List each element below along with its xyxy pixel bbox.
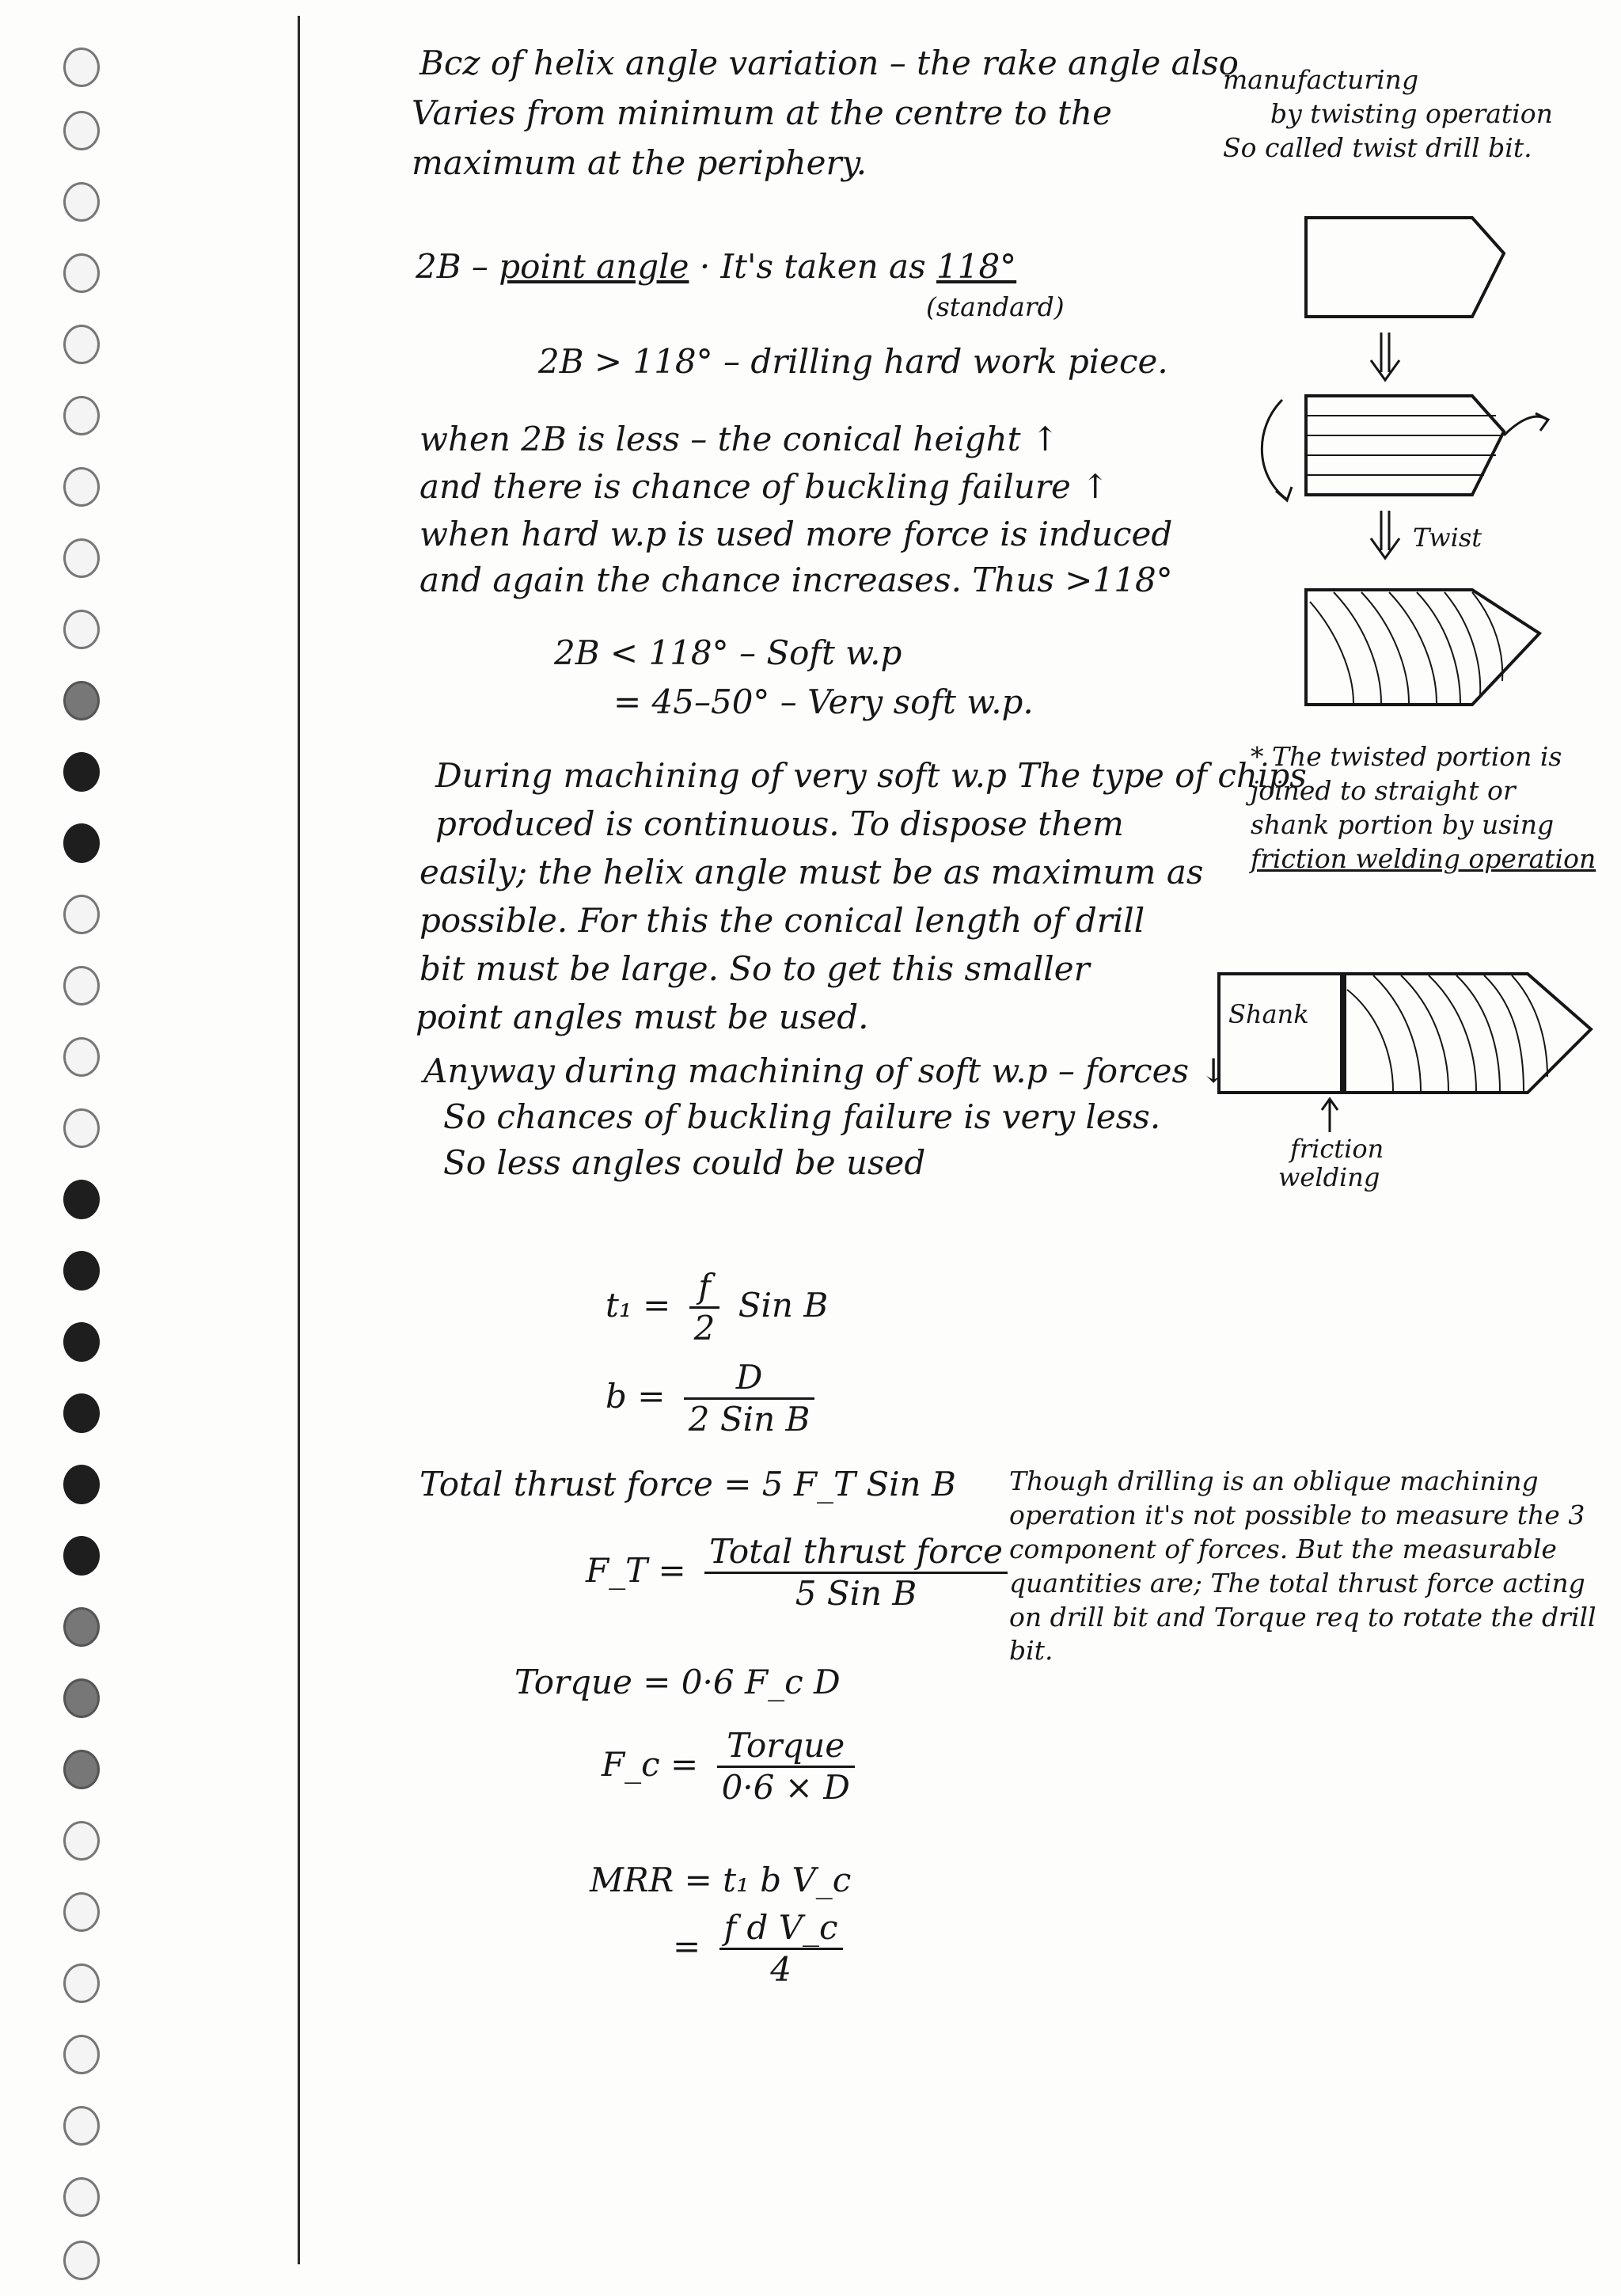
formula-ft-lhs: F_T = — [586, 1550, 686, 1590]
binding-hole — [63, 752, 100, 792]
anyway-line-1: Anyway during machining of soft w.p – forces ↓ — [423, 1051, 1228, 1090]
during-line-6: point angles must be used. — [416, 998, 869, 1036]
margin-line — [298, 16, 300, 2264]
formula-b-fraction — [684, 1358, 815, 1440]
when-line-4: and again the chance increases. Thus >118° — [419, 561, 1173, 599]
binding-hole — [63, 1678, 100, 1718]
formula-b — [606, 1358, 822, 1440]
when-line-2: and there is chance of buckling failure ↑ — [419, 467, 1110, 506]
formula-fc-fraction — [717, 1726, 855, 1808]
binding-hole — [63, 823, 100, 863]
flute-line — [1361, 592, 1409, 703]
during-line-3: easily; the helix angle must be as maximum as — [419, 853, 1204, 891]
formula-fc — [602, 1726, 863, 1808]
flute-line — [1429, 975, 1476, 1091]
binding-hole — [63, 1393, 100, 1433]
binding-hole — [63, 1750, 100, 1789]
flute-line — [1417, 592, 1460, 703]
formula-mrr-2-numerator: f d V_c — [719, 1908, 843, 1950]
binding-hole — [63, 1892, 100, 1932]
twist-arrow-left-head — [1276, 487, 1292, 500]
formula-b-numerator: D — [684, 1358, 815, 1400]
binding-hole — [63, 966, 100, 1005]
binding-hole — [63, 2106, 100, 2146]
formula-ft-numerator: Total thrust force — [704, 1532, 1008, 1574]
point-angle-value: 118° — [936, 247, 1017, 286]
joined-note-term: friction welding operation — [1251, 842, 1596, 874]
during-line-2: produced is continuous. To dispose them — [435, 804, 1124, 843]
binding-holes — [47, 32, 119, 2296]
formula-total-thrust: Total thrust force = 5 F_T Sin B — [419, 1465, 956, 1503]
very-soft-rule: = 45–50° – Very soft w.p. — [613, 682, 1034, 721]
flute-line — [1401, 975, 1448, 1091]
rake-line-1: Bcz of helix angle variation – the rake angle also — [419, 44, 1239, 82]
binding-hole — [63, 2177, 100, 2217]
flute-line — [1456, 975, 1500, 1091]
binding-hole — [63, 467, 100, 507]
flute-line — [1512, 975, 1547, 1077]
formula-mrr-2-denominator: 4 — [770, 1950, 792, 1990]
striated-rod — [1306, 396, 1504, 495]
binding-hole — [63, 48, 100, 87]
formula-t1-fraction — [689, 1267, 720, 1349]
formula-ft — [586, 1532, 1015, 1614]
flute-line — [1334, 592, 1381, 703]
binding-hole — [63, 1180, 100, 1219]
twisted-rod — [1306, 590, 1539, 705]
formula-t1 — [606, 1267, 828, 1349]
manufacturing-line-1: manufacturing — [1223, 64, 1419, 95]
hard-rule: 2B > 118° – drilling hard work piece. — [538, 342, 1168, 381]
formula-torque: Torque = 0·6 F_c D — [514, 1663, 841, 1701]
point-angle-standard: (standard) — [926, 291, 1065, 322]
binding-hole — [63, 1607, 100, 1647]
formula-t1-rhs: Sin B — [738, 1285, 829, 1325]
manufacturing-note — [1223, 63, 1587, 165]
during-line-4: possible. For this the conical length of drill — [419, 901, 1145, 940]
binding-hole — [63, 1322, 100, 1362]
joined-note-text: * The twisted portion is joined to straight or shank portion by using — [1251, 741, 1562, 840]
point-angle-label: 2B – — [416, 247, 488, 286]
formula-mrr-2-lhs: = — [673, 1926, 701, 1966]
formula-ft-fraction — [704, 1532, 1008, 1614]
binding-hole — [63, 325, 100, 364]
binding-hole — [63, 253, 100, 293]
through-note: Though drilling is an oblique machining operation it's not possible to measure the 3 component of forces. But the measurable quantities are; The total thrust force acting on drill bit and Torque req to rotate the drill bit. — [1009, 1465, 1596, 1667]
binding-hole — [63, 1821, 100, 1861]
manufacturing-line-2: by twisting operation — [1270, 97, 1553, 129]
formula-fc-denominator: 0·6 × D — [721, 1768, 850, 1808]
binding-hole — [63, 1963, 100, 2003]
weld-label-1: friction — [1290, 1134, 1384, 1164]
binding-hole — [63, 895, 100, 934]
arrow-head-2 — [1371, 538, 1399, 558]
binding-hole — [63, 538, 100, 578]
formula-b-lhs: b = — [606, 1376, 666, 1416]
flute-line — [1484, 975, 1524, 1091]
formula-b-denominator: 2 Sin B — [688, 1400, 810, 1439]
binding-hole — [63, 182, 100, 222]
formula-fc-numerator: Torque — [717, 1726, 855, 1768]
twist-arrow-left — [1262, 400, 1286, 499]
formula-t1-numerator: f — [689, 1267, 720, 1309]
formula-mrr-2-fraction — [719, 1908, 843, 1990]
twist-label: Twist — [1413, 523, 1482, 553]
formula-mrr: MRR = t₁ b V_c — [590, 1861, 852, 1899]
shank-label: Shank — [1228, 999, 1309, 1029]
formula-t1-lhs: t₁ = — [606, 1285, 671, 1325]
joined-note — [1251, 740, 1599, 876]
binding-hole — [63, 1536, 100, 1576]
shank-weld-diagram — [1211, 966, 1607, 1196]
formula-t1-denominator: 2 — [693, 1309, 716, 1348]
during-line-1: During machining of very soft w.p The type of chips — [435, 756, 1307, 795]
shank-portion — [1219, 974, 1342, 1093]
formula-ft-denominator: 5 Sin B — [795, 1574, 917, 1614]
binding-hole — [63, 1465, 100, 1504]
formula-mrr-2 — [673, 1908, 851, 1990]
rake-line-3: maximum at the periphery. — [412, 143, 867, 182]
formula-fc-lhs: F_c = — [602, 1744, 699, 1784]
arrow-head-1 — [1371, 360, 1399, 380]
flute-line — [1347, 990, 1393, 1091]
binding-hole — [63, 681, 100, 720]
rake-line-2: Varies from minimum at the centre to the — [412, 93, 1112, 132]
binding-hole — [63, 610, 100, 649]
binding-hole — [63, 1108, 100, 1148]
binding-hole — [63, 1037, 100, 1077]
binding-hole — [63, 396, 100, 435]
point-angle-line — [416, 247, 1016, 287]
binding-hole — [63, 1251, 100, 1291]
during-line-5: bit must be large. So to get this smaller — [419, 949, 1090, 988]
when-line-1: when 2B is less – the conical height ↑ — [419, 420, 1060, 458]
soft-rule: 2B < 118° – Soft w.p — [554, 633, 902, 672]
binding-hole — [63, 111, 100, 150]
flute-line — [1310, 602, 1353, 703]
binding-hole — [63, 2241, 100, 2280]
flute-line — [1389, 592, 1437, 703]
anyway-line-3: So less angles could be used — [443, 1143, 926, 1182]
twist-drill-diagram — [1235, 206, 1599, 713]
anyway-line-2: So chances of buckling failure is very less. — [443, 1097, 1161, 1136]
blank-rod — [1306, 218, 1504, 317]
manufacturing-line-3: So called twist drill bit. — [1223, 131, 1532, 163]
when-line-3: when hard w.p is used more force is induced — [419, 515, 1173, 553]
point-angle-text: · It's taken as — [699, 247, 926, 286]
point-angle-term: point angle — [499, 247, 689, 286]
twist-arrow-right — [1504, 416, 1547, 435]
weld-label-2: welding — [1278, 1162, 1380, 1192]
binding-hole — [63, 2035, 100, 2074]
